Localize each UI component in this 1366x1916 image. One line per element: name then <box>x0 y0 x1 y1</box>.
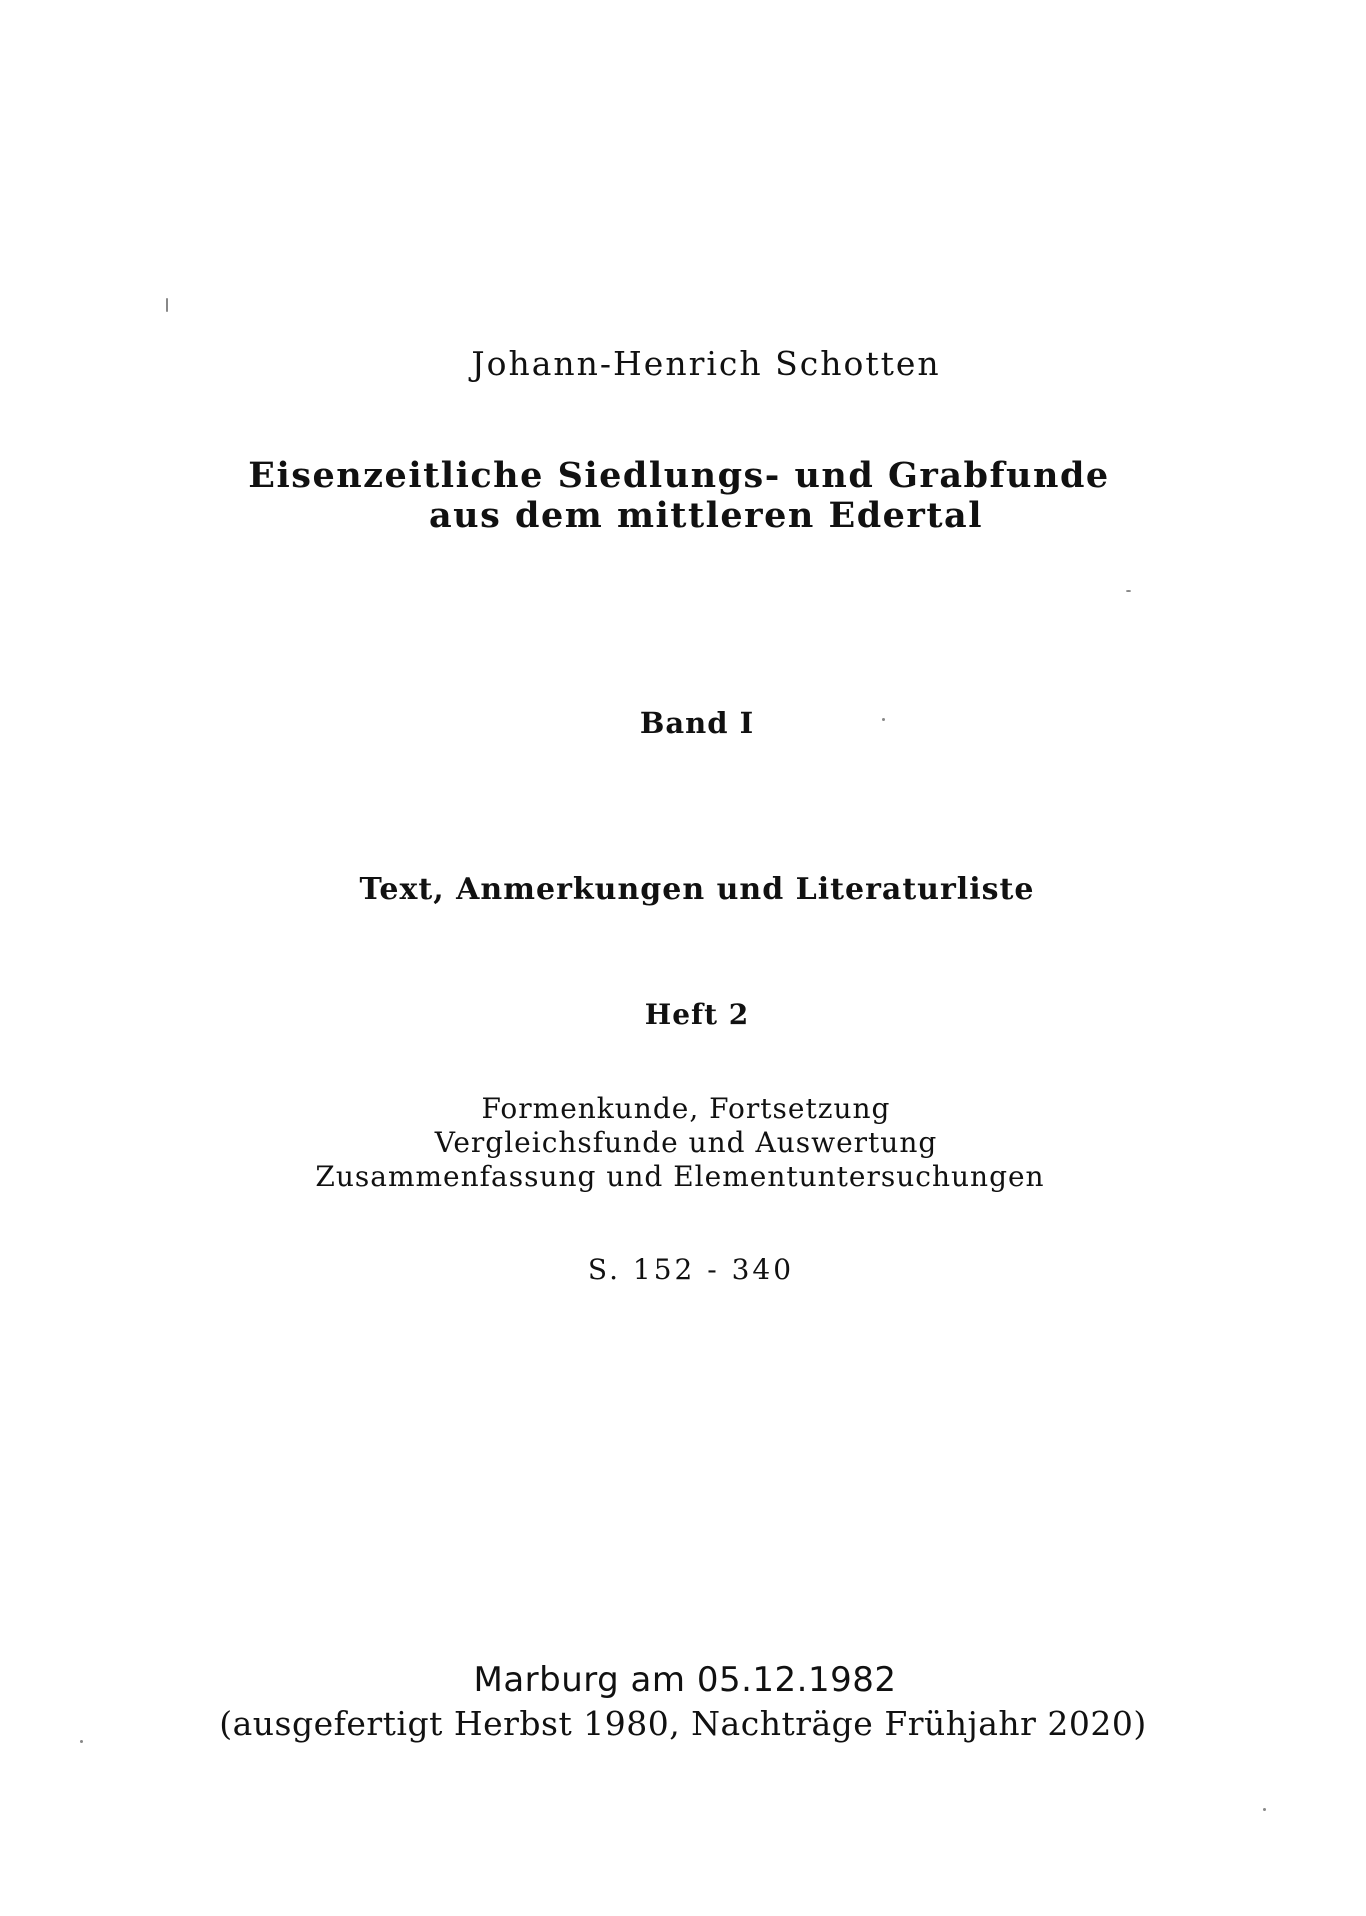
title-line-2: aus dem mittleren Edertal <box>428 495 984 536</box>
scan-speck <box>882 718 885 721</box>
author-name: Johann-Henrich Schotten <box>471 344 941 383</box>
contents-line-1: Formenkunde, Fortsetzung <box>481 1092 891 1125</box>
issue-label: Heft 2 <box>644 998 750 1031</box>
contents-line-3: Zusammenfassung und Elementuntersuchungen <box>315 1160 1045 1193</box>
preparation-note: (ausgefertigt Herbst 1980, Nachträge Frühjahr 2020) <box>219 1704 1147 1743</box>
scan-speck <box>166 298 168 312</box>
volume-label: Band I <box>639 706 755 740</box>
contents-line-2: Vergleichsfunde und Auswertung <box>434 1126 938 1159</box>
place-and-date: Marburg am 05.12.1982 <box>473 1660 897 1700</box>
page-range: S. 152 - 340 <box>587 1253 795 1286</box>
title-line-1: Eisenzeitliche Siedlungs- und Grabfunde <box>248 455 1110 496</box>
scan-speck <box>1126 590 1131 592</box>
scan-speck <box>1263 1808 1266 1811</box>
subtitle: Text, Anmerkungen und Literaturliste <box>359 872 1035 907</box>
scan-speck <box>80 1740 83 1743</box>
